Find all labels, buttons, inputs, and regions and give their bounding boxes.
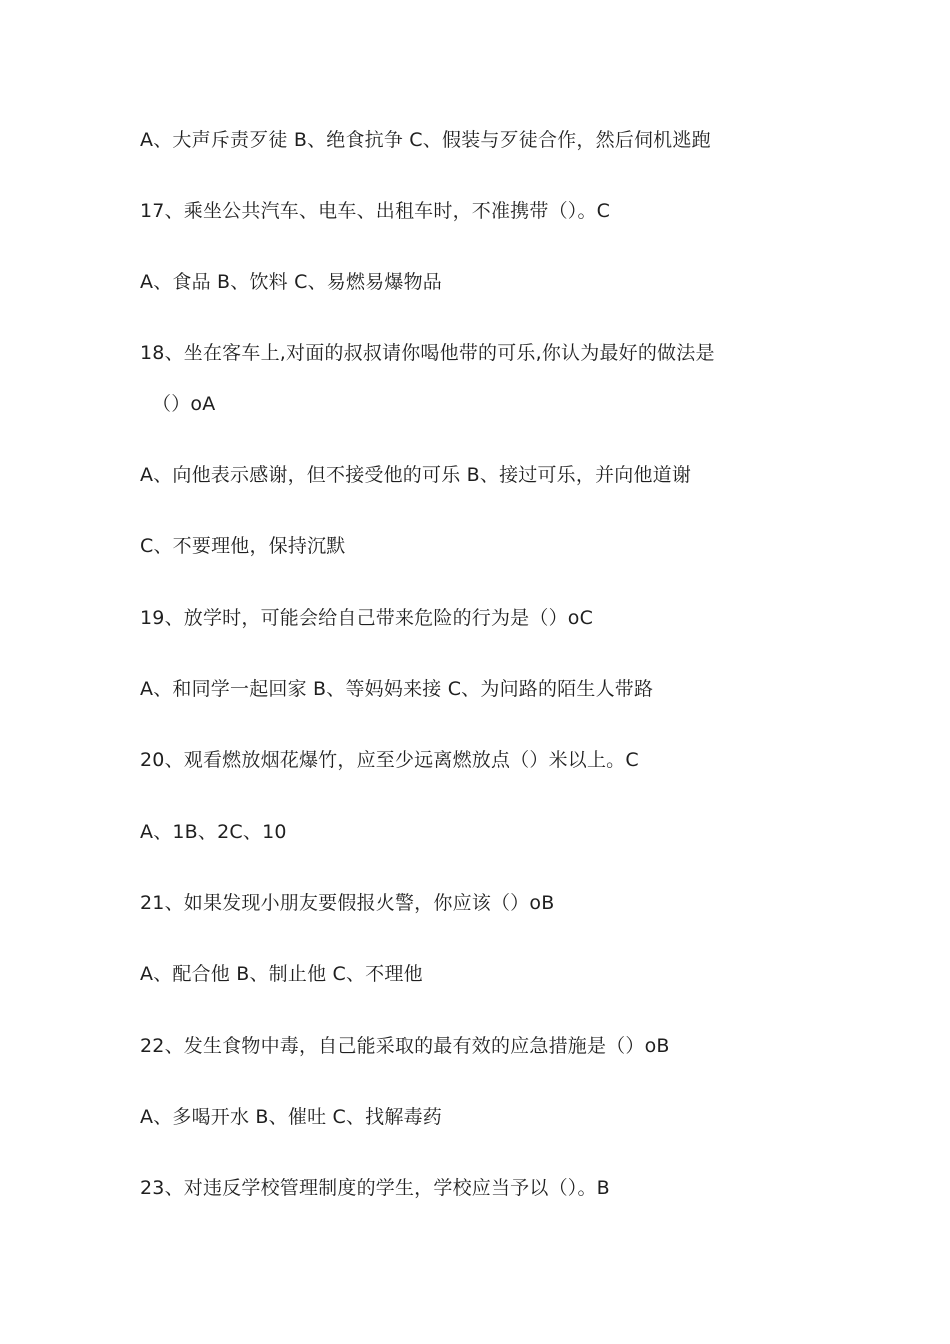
option-line-q18-c: C、不要理他，保持沉默 — [140, 535, 346, 557]
option-line-q22: A、多喝开水 B、催吐 C、找解毒药 — [140, 1106, 442, 1128]
question-23: 23、对违反学校管理制度的学生，学校应当予以（）。B — [140, 1177, 610, 1199]
question-21: 21、如果发现小朋友要假报火警，你应该（）oB — [140, 892, 555, 914]
option-line-q20: A、1B、2C、10 — [140, 821, 287, 843]
option-line-q16: A、大声斥责歹徒 B、绝食抗争 C、假装与歹徒合作，然后伺机逃跑 — [140, 129, 711, 151]
question-22: 22、发生食物中毒，自己能采取的最有效的应急措施是（）oB — [140, 1035, 670, 1057]
question-18-continuation: （）oA — [152, 393, 216, 415]
question-18: 18、坐在客车上,对面的叔叔请你喝他带的可乐,你认为最好的做法是 — [140, 342, 715, 364]
question-20: 20、观看燃放烟花爆竹，应至少远离燃放点（）米以上。C — [140, 749, 639, 771]
option-line-q19: A、和同学一起回家 B、等妈妈来接 C、为问路的陌生人带路 — [140, 678, 654, 700]
question-17: 17、乘坐公共汽车、电车、出租车时，不准携带（）。C — [140, 200, 611, 222]
question-19: 19、放学时，可能会给自己带来危险的行为是（）oC — [140, 607, 594, 629]
option-line-q21: A、配合他 B、制止他 C、不理他 — [140, 963, 423, 985]
option-line-q17: A、食品 B、饮料 C、易燃易爆物品 — [140, 271, 442, 293]
option-line-q18-ab: A、向他表示感谢，但不接受他的可乐 B、接过可乐，并向他道谢 — [140, 464, 692, 486]
